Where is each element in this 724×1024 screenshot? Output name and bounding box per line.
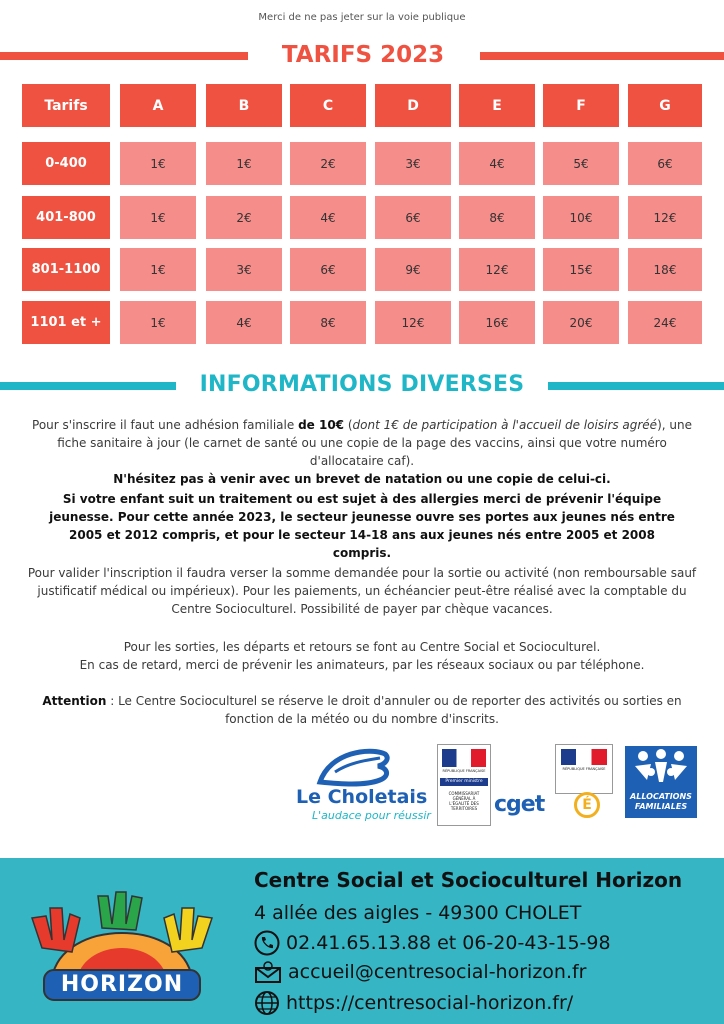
table-cell: 1€ (120, 248, 196, 291)
phone-icon (254, 930, 280, 956)
footer-email (254, 960, 587, 984)
table-corner-header: Tarifs (22, 84, 110, 127)
column-header-g: G (628, 84, 702, 127)
caf-family-icon (625, 746, 697, 790)
address-text: 4 allée des aigles - 49300 CHOLET (254, 902, 582, 924)
title-bar-left (0, 52, 248, 60)
table-cell: 1€ (206, 142, 282, 185)
p4-line-2: En cas de retard, merci de prévenir les animateurs, par les réseaux sociaux ou par téléphone. (79, 658, 645, 672)
row-header: 1101 et + (22, 301, 110, 344)
attention-text: : Le Centre Socioculturel se réserve le droit d'annuler ou de reporter des activités ou sorties en fonction de la météo ou du nombre d'inscrits. (106, 694, 682, 726)
footer-phone (254, 930, 611, 956)
cget-logo: cget (494, 792, 545, 817)
footer-website (254, 990, 573, 1016)
p1-bold-line: N'hésitez pas à venir avec un brevet de natation ou une copie de celui-ci. (113, 472, 611, 486)
p1-text: Pour s'inscrire il faut une adhésion familiale (32, 418, 299, 432)
info-paragraph-1 (24, 416, 700, 488)
phone-text[interactable]: 02.41.65.13.88 et 06-20-43-15-98 (286, 932, 611, 954)
choletais-logo (290, 742, 431, 827)
column-header-d: D (375, 84, 451, 127)
footer-org-name: Centre Social et Socioculturel Horizon (254, 868, 683, 892)
column-header-b: B (206, 84, 282, 127)
rf-label-1: RÉPUBLIQUE FRANÇAISE (442, 769, 486, 773)
table-cell: 18€ (628, 248, 702, 291)
info-paragraph-4 (24, 638, 700, 674)
table-cell: 8€ (459, 196, 535, 239)
notice-text: Merci de ne pas jeter sur la voie publique (258, 12, 466, 23)
table-cell: 1€ (120, 301, 196, 344)
caf-logo (625, 746, 697, 818)
footer (0, 858, 724, 1024)
globe-icon (254, 990, 280, 1016)
info-paragraph-5 (40, 692, 684, 728)
table-cell: 6€ (290, 248, 366, 291)
table-cell: 12€ (375, 301, 451, 344)
table-cell: 4€ (206, 301, 282, 344)
caf-line-1: ALLOCATIONS (630, 792, 692, 801)
p1-italic: dont 1€ de participation à l'accueil de loisirs agréé (352, 418, 658, 432)
table-cell: 2€ (206, 196, 282, 239)
p1-paren: ( (344, 418, 353, 432)
commissariat-label: COMMISSARIAT GÉNÉRAL À L'ÉGALITÉ DES TERRITOIRES (448, 791, 480, 811)
p4-line-1: Pour les sorties, les départs et retours se font au Centre Social et Socioculturel. (123, 640, 601, 654)
table-cell: 15€ (543, 248, 619, 291)
row-header: 401-800 (22, 196, 110, 239)
table-cell: 20€ (543, 301, 619, 344)
table-cell: 10€ (543, 196, 619, 239)
info-title: INFORMATIONS DIVERSES (199, 372, 525, 397)
choletais-name: Le Choletais (296, 786, 428, 808)
caf-line-2: FAMILIALES (634, 802, 688, 811)
marianne-flag-icon (442, 749, 486, 767)
table-cell: 6€ (375, 196, 451, 239)
row-header: 0-400 (22, 142, 110, 185)
attention-label: Attention (42, 694, 107, 708)
table-cell: 3€ (206, 248, 282, 291)
ministere-logo (555, 744, 613, 794)
column-header-f: F (543, 84, 619, 127)
table-cell: 8€ (290, 301, 366, 344)
marianne-flag-icon-2 (561, 749, 607, 765)
table-cell: 16€ (459, 301, 535, 344)
column-header-c: C (290, 84, 366, 127)
website-link[interactable]: https://centresocial-horizon.fr/ (286, 992, 574, 1014)
email-text[interactable]: accueil@centresocial-horizon.fr (288, 961, 587, 983)
table-cell: 12€ (628, 196, 702, 239)
table-cell: 1€ (120, 142, 196, 185)
rf-label-2: RÉPUBLIQUE FRANÇAISE (562, 767, 606, 771)
table-cell: 5€ (543, 142, 619, 185)
email-icon (254, 960, 282, 984)
title-bar-right (480, 52, 724, 60)
table-cell: 4€ (459, 142, 535, 185)
jeunesse-e-icon: É (574, 792, 600, 818)
table-cell: 1€ (120, 196, 196, 239)
premier-ministre-logo (437, 744, 491, 826)
tarifs-title: TARIFS 2023 (281, 42, 445, 68)
table-cell: 4€ (290, 196, 366, 239)
horizon-logo-text: HORIZON (60, 972, 184, 997)
horizon-logo (22, 888, 222, 1008)
table-cell: 24€ (628, 301, 702, 344)
column-header-a: A (120, 84, 196, 127)
info-bar-left (0, 382, 176, 390)
choletais-swirl-icon (290, 742, 420, 790)
info-bar-right (548, 382, 724, 390)
row-header: 801-1100 (22, 248, 110, 291)
info-paragraph-3: Pour valider l'inscription il faudra verser la somme demandée pour la sortie ou activité (non remboursable sauf justificatif médical ou impérieux). Pour les paiements, un échéancier peut-être réalisé avec la comptable du Centre Socioculturel. Possibilité de payer par chèque vacances. (27, 566, 697, 616)
p1-amount: de 10€ (298, 418, 345, 432)
info-paragraph-2: Si votre enfant suit un traitement ou est sujet à des allergies merci de prévenir l'équipe jeunesse. Pour cette année 2023, le secteur jeunesse ouvre ses portes aux jeunes nés entre 2005 et 2012 compris, et pour le secteur 14-18 ans aux jeunes nés entre 2005 et 2008 compris. (49, 492, 675, 560)
table-cell: 6€ (628, 142, 702, 185)
partner-logos (0, 742, 724, 827)
p1-text-2: ), une fiche sanitaire à jour (le carnet de santé ou une copie de la page des vaccins, ainsi que votre numéro d'allocataire caf). (57, 418, 692, 468)
premier-ministre-label: Premier ministre (440, 778, 488, 786)
choletais-slogan: L'audace pour réussir (312, 809, 431, 822)
table-cell: 3€ (375, 142, 451, 185)
table-cell: 2€ (290, 142, 366, 185)
table-cell: 12€ (459, 248, 535, 291)
column-header-e: E (459, 84, 535, 127)
footer-address (254, 902, 581, 924)
table-cell: 9€ (375, 248, 451, 291)
